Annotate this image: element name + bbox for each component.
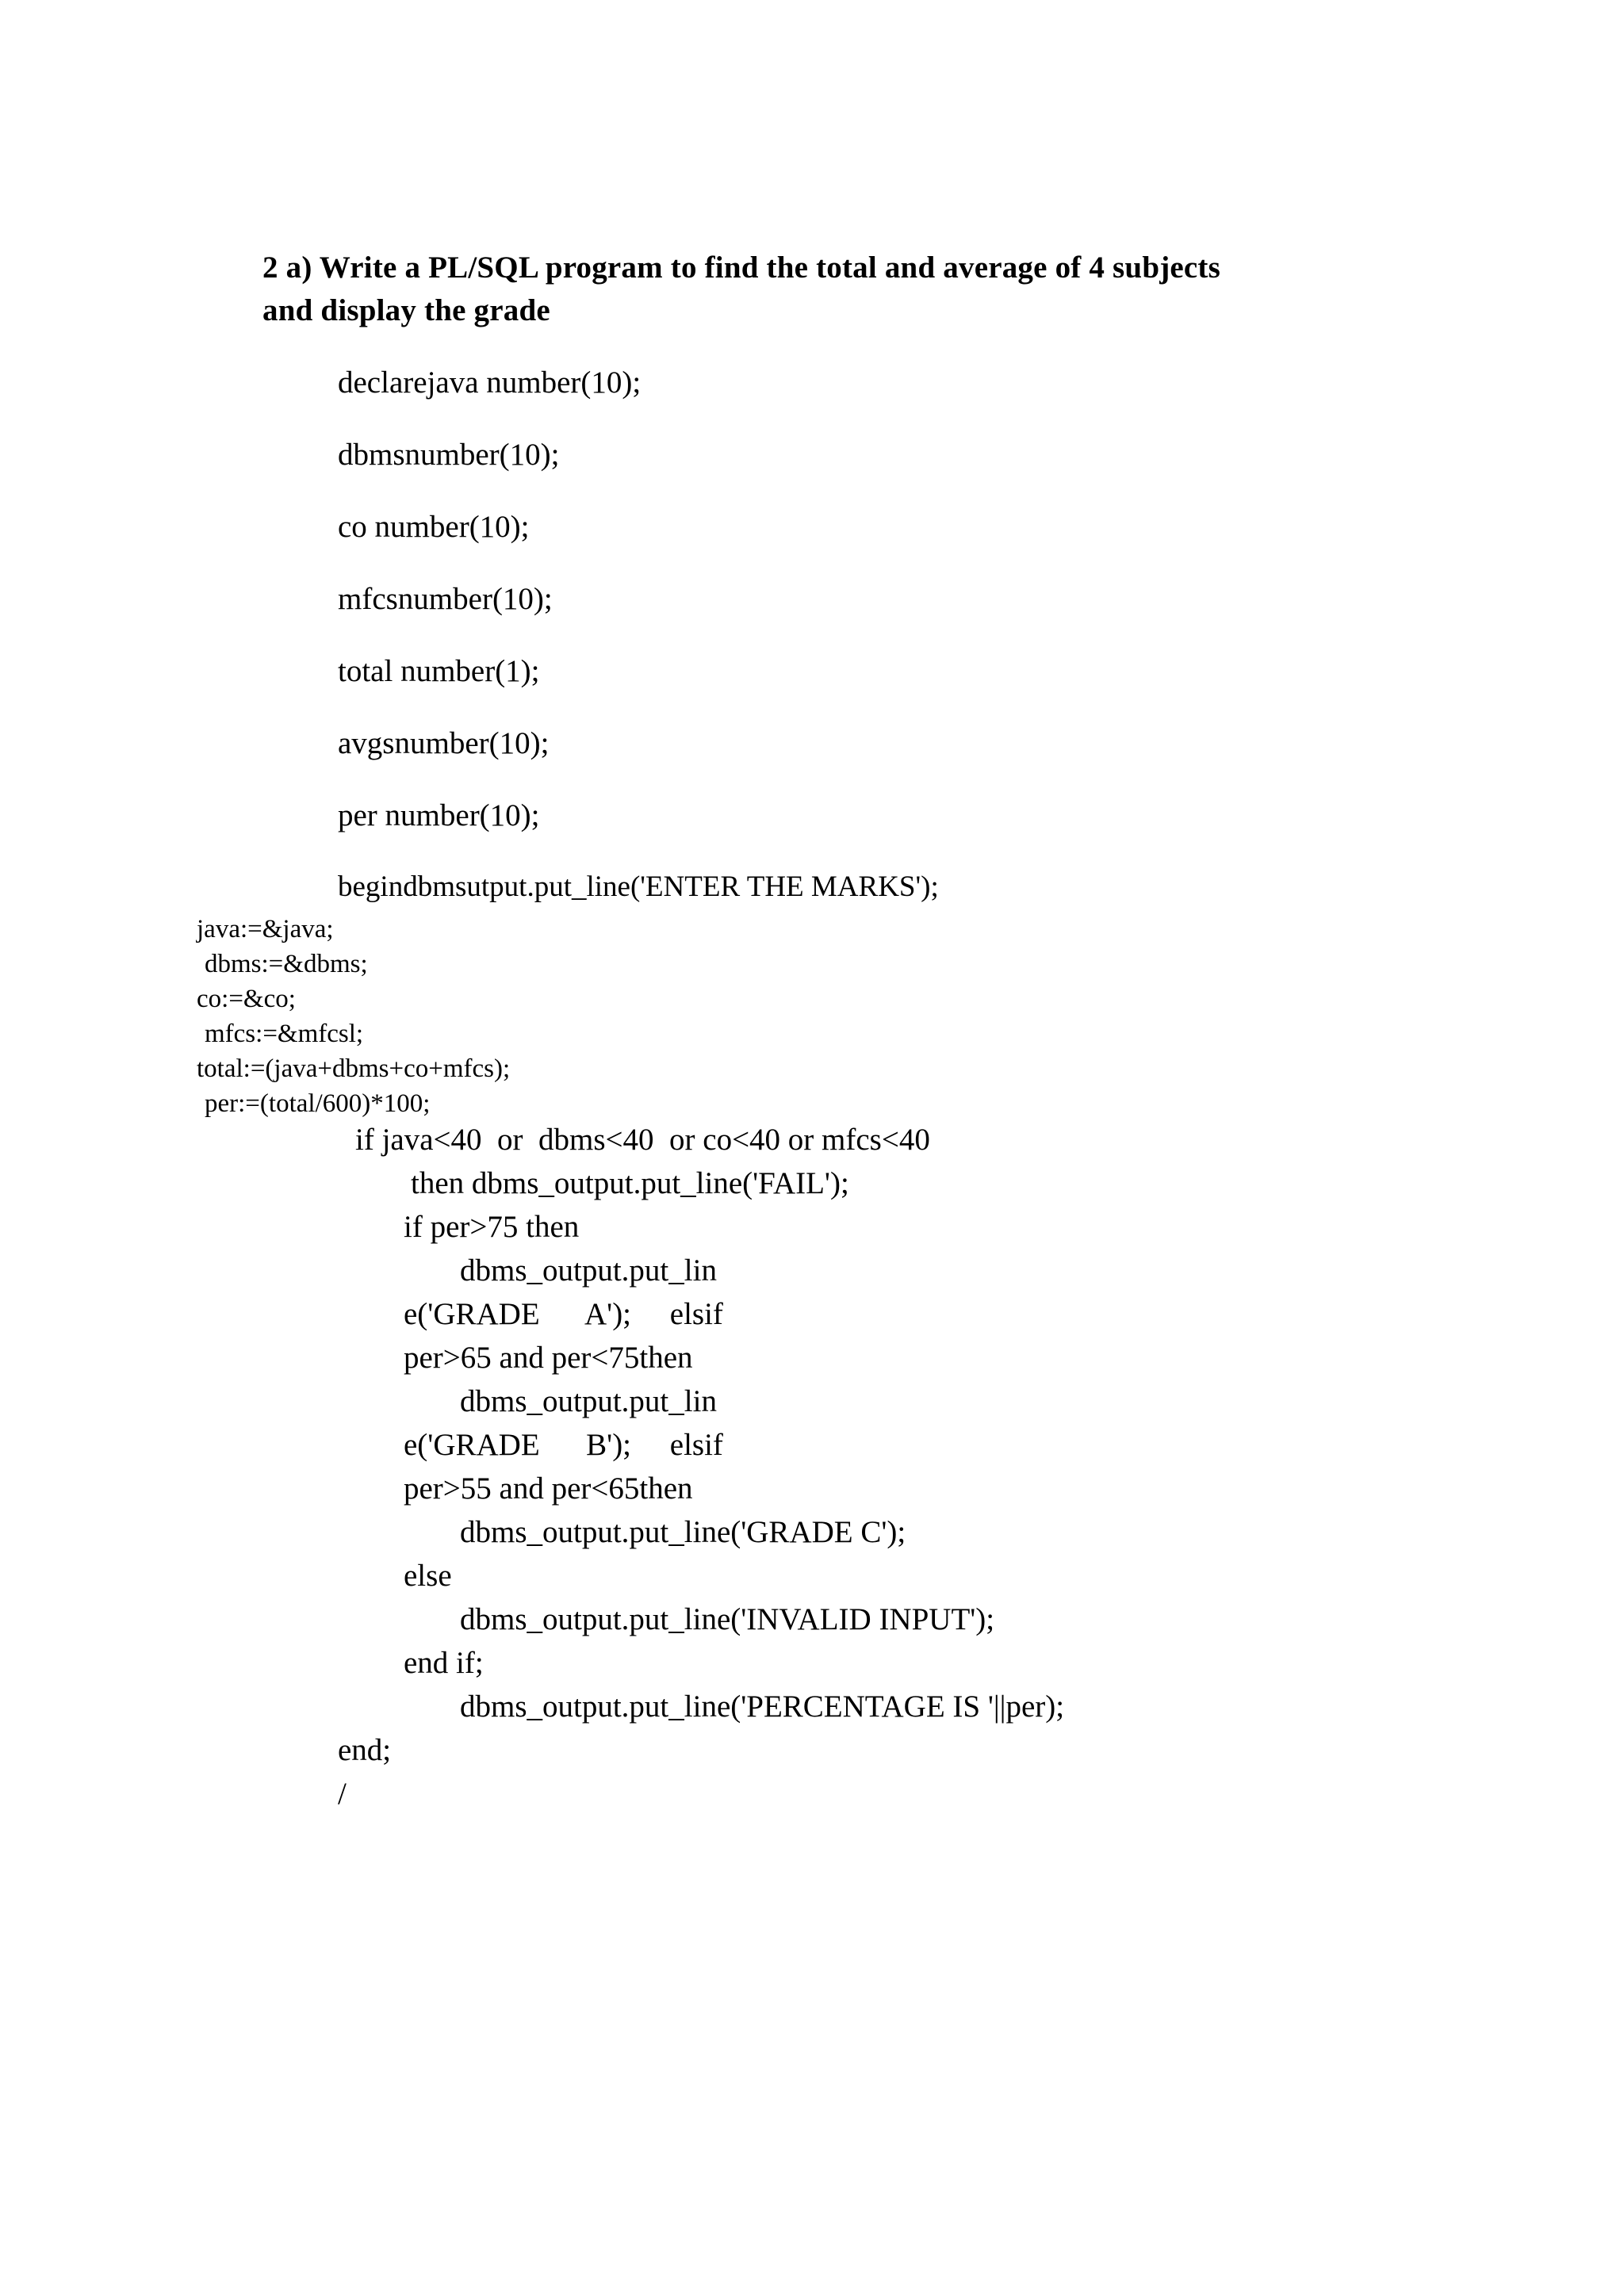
code-line-total-decl: total number(1); <box>338 654 540 688</box>
code-line-grade-c: dbms_output.put_line('GRADE C'); <box>460 1515 906 1549</box>
question-heading-line-2: and display the grade <box>262 293 550 327</box>
code-line-total-assign: total:=(java+dbms+co+mfcs); <box>197 1054 511 1083</box>
code-line-declare: declarejava number(10); <box>338 365 642 400</box>
code-line-java-assign: java:=&java; <box>197 915 334 943</box>
code-line-mfcs-decl: mfcsnumber(10); <box>338 582 553 616</box>
code-line-per65: per>65 and per<75then <box>404 1341 693 1375</box>
code-line-dbms-assign: dbms:=&dbms; <box>205 950 368 978</box>
code-line-mfcs-assign: mfcs:=&mfcsl; <box>205 1020 364 1048</box>
code-line-end-if: end if; <box>404 1646 484 1680</box>
code-line-end: end; <box>338 1733 392 1767</box>
code-line-invalid: dbms_output.put_line('INVALID INPUT'); <box>460 1602 995 1636</box>
code-line-else: else <box>404 1559 452 1593</box>
code-line-if-fail: if java<40 or dbms<40 or co<40 or mfcs<40 <box>355 1123 930 1157</box>
code-line-grade-b: e('GRADE B'); elsif <box>404 1428 723 1462</box>
code-line-per-decl: per number(10); <box>338 798 540 832</box>
question-heading-line-1: 2 a) Write a PL/SQL program to find the total and average of 4 subjects <box>262 251 1220 285</box>
code-line-grade-a: e('GRADE A'); elsif <box>404 1297 723 1331</box>
code-line-slash: / <box>338 1777 347 1811</box>
code-line-then-fail: then dbms_output.put_line('FAIL'); <box>411 1166 849 1200</box>
code-line-percentage: dbms_output.put_line('PERCENTAGE IS '||per); <box>460 1689 1065 1724</box>
code-line-put-lin-a: dbms_output.put_lin <box>460 1253 717 1288</box>
code-line-if-per75: if per>75 then <box>404 1210 580 1244</box>
code-line-per-assign: per:=(total/600)*100; <box>205 1089 431 1118</box>
code-line-co-decl: co number(10); <box>338 510 530 544</box>
code-line-put-lin-b: dbms_output.put_lin <box>460 1384 717 1418</box>
code-line-co-assign: co:=&co; <box>197 985 296 1013</box>
code-line-begin: begindbmsutput.put_line('ENTER THE MARKS'); <box>338 871 939 903</box>
code-line-avgs-decl: avgsnumber(10); <box>338 726 550 760</box>
code-line-dbms-decl: dbmsnumber(10); <box>338 438 560 472</box>
code-line-per55: per>55 and per<65then <box>404 1471 693 1506</box>
